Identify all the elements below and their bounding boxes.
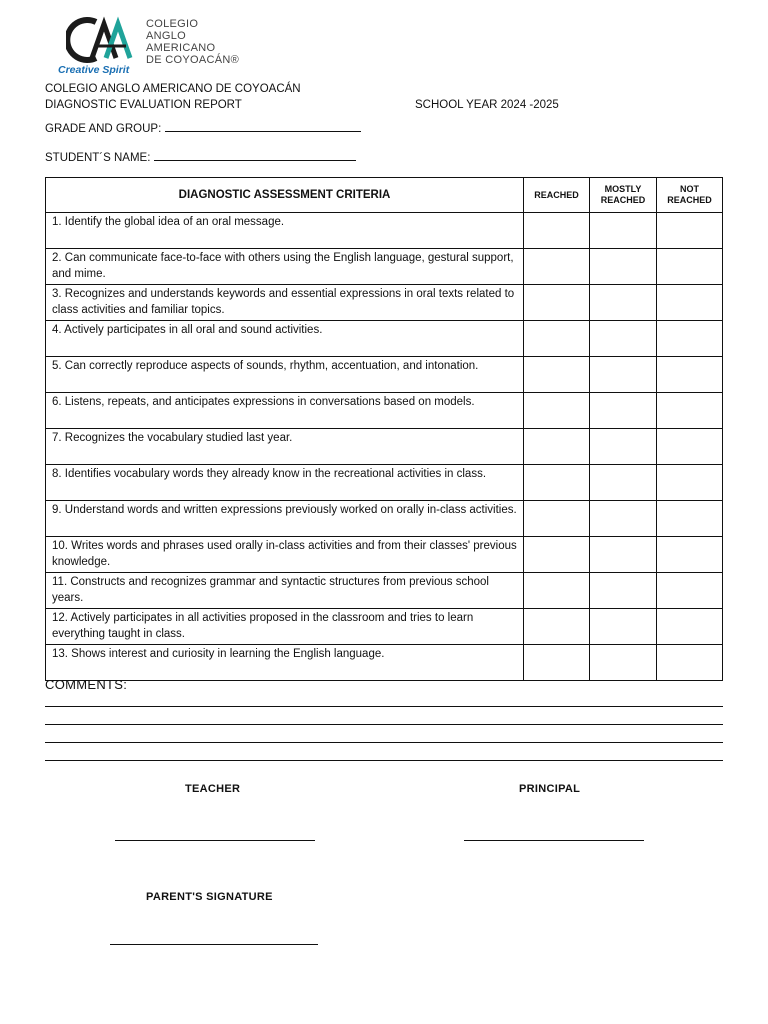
reached-cell[interactable] xyxy=(524,537,590,573)
criterion-text: 13. Shows interest and curiosity in learning the English language. xyxy=(46,645,524,681)
reached-cell[interactable] xyxy=(524,501,590,537)
student-name-label: STUDENT´S NAME: xyxy=(45,152,151,164)
student-name-field[interactable] xyxy=(45,150,356,164)
criterion-text: 1. Identify the global idea of an oral message. xyxy=(46,213,524,249)
reached-cell[interactable] xyxy=(524,573,590,609)
criterion-text: 9. Understand words and written expressions previously worked on orally in-class activities. xyxy=(46,501,524,537)
reached-cell[interactable] xyxy=(524,357,590,393)
criterion-text: 2. Can communicate face-to-face with others using the English language, gestural support, and mime. xyxy=(46,249,524,285)
principal-label: PRINCIPAL xyxy=(519,783,581,795)
parent-signature-line[interactable] xyxy=(110,944,318,945)
comment-line[interactable] xyxy=(45,742,723,743)
mostly-reached-cell[interactable] xyxy=(590,213,657,249)
comments-label: COMMENTS: xyxy=(45,677,128,692)
criterion-text: 8. Identifies vocabulary words they already know in the recreational activities in class. xyxy=(46,465,524,501)
not-reached-cell[interactable] xyxy=(657,465,723,501)
criterion-text: 10. Writes words and phrases used orally in-class activities and from their classes' previous knowledge. xyxy=(46,537,524,573)
reached-cell[interactable] xyxy=(524,213,590,249)
not-reached-cell[interactable] xyxy=(657,321,723,357)
reached-cell[interactable] xyxy=(524,429,590,465)
parent-signature-label: PARENT'S SIGNATURE xyxy=(146,891,273,903)
logo-tagline: Creative Spirit xyxy=(58,64,130,76)
student-name-blank[interactable] xyxy=(154,150,356,161)
reached-cell[interactable] xyxy=(524,609,590,645)
not-reached-cell[interactable] xyxy=(657,537,723,573)
principal-signature-line[interactable] xyxy=(464,840,644,841)
criterion-text: 5. Can correctly reproduce aspects of sounds, rhythm, accentuation, and intonation. xyxy=(46,357,524,393)
mostly-reached-cell[interactable] xyxy=(590,537,657,573)
teacher-signature-line[interactable] xyxy=(115,840,315,841)
mostly-reached-cell[interactable] xyxy=(590,357,657,393)
reached-cell[interactable] xyxy=(524,321,590,357)
comment-line[interactable] xyxy=(45,724,723,725)
table-row xyxy=(46,645,723,681)
school-logo xyxy=(58,14,258,76)
not-reached-cell[interactable] xyxy=(657,573,723,609)
criteria-table xyxy=(45,177,723,681)
mostly-reached-cell[interactable] xyxy=(590,393,657,429)
reached-cell[interactable] xyxy=(524,249,590,285)
reached-cell[interactable] xyxy=(524,465,590,501)
table-row xyxy=(46,393,723,429)
criterion-text: 4. Actively participates in all oral and sound activities. xyxy=(46,321,524,357)
not-reached-cell[interactable] xyxy=(657,393,723,429)
comment-line[interactable] xyxy=(45,706,723,707)
table-row xyxy=(46,429,723,465)
not-reached-cell[interactable] xyxy=(657,249,723,285)
table-row xyxy=(46,285,723,321)
grade-group-blank[interactable] xyxy=(165,121,361,132)
school-name: COLEGIO ANGLO AMERICANO DE COYOACÁN xyxy=(45,83,301,95)
not-reached-cell[interactable] xyxy=(657,501,723,537)
mostly-reached-cell[interactable] xyxy=(590,321,657,357)
criteria-header: DIAGNOSTIC ASSESSMENT CRITERIA xyxy=(46,178,524,213)
table-row xyxy=(46,465,723,501)
school-logo-mark xyxy=(66,14,138,66)
report-title: DIAGNOSTIC EVALUATION REPORT xyxy=(45,99,242,111)
reached-header: REACHED xyxy=(524,178,590,213)
table-row xyxy=(46,573,723,609)
not-reached-cell[interactable] xyxy=(657,609,723,645)
table-header-row xyxy=(46,178,723,213)
grade-group-field[interactable] xyxy=(45,121,361,135)
mostly-reached-cell[interactable] xyxy=(590,645,657,681)
mostly-reached-cell[interactable] xyxy=(590,249,657,285)
table-row xyxy=(46,609,723,645)
logo-name-line: ANGLO xyxy=(146,30,187,42)
grade-group-label: GRADE AND GROUP: xyxy=(45,123,162,135)
criterion-text: 3. Recognizes and understands keywords and essential expressions in oral texts related to class activities and familiar topics. xyxy=(46,285,524,321)
teacher-label: TEACHER xyxy=(185,783,241,795)
school-year: SCHOOL YEAR 2024 -2025 xyxy=(415,99,559,111)
mostly-reached-cell[interactable] xyxy=(590,609,657,645)
criterion-text: 7. Recognizes the vocabulary studied last year. xyxy=(46,429,524,465)
mostly-reached-cell[interactable] xyxy=(590,573,657,609)
not-reached-cell[interactable] xyxy=(657,213,723,249)
reached-cell[interactable] xyxy=(524,285,590,321)
table-row xyxy=(46,249,723,285)
criterion-text: 11. Constructs and recognizes grammar and syntactic structures from previous school years. xyxy=(46,573,524,609)
mostly-reached-cell[interactable] xyxy=(590,465,657,501)
not-reached-header: NOT REACHED xyxy=(657,178,723,213)
table-row xyxy=(46,537,723,573)
not-reached-cell[interactable] xyxy=(657,429,723,465)
reached-cell[interactable] xyxy=(524,645,590,681)
table-row xyxy=(46,321,723,357)
not-reached-cell[interactable] xyxy=(657,357,723,393)
mostly-reached-cell[interactable] xyxy=(590,285,657,321)
mostly-reached-cell[interactable] xyxy=(590,429,657,465)
criterion-text: 6. Listens, repeats, and anticipates expressions in conversations based on models. xyxy=(46,393,524,429)
logo-school-name xyxy=(146,18,239,66)
logo-name-line: DE COYOACÁN® xyxy=(146,54,239,66)
logo-name-line: COLEGIO xyxy=(146,18,199,30)
criterion-text: 12. Actively participates in all activities proposed in the classroom and tries to learn everything taught in class. xyxy=(46,609,524,645)
reached-cell[interactable] xyxy=(524,393,590,429)
logo-name-line: AMERICANO xyxy=(146,42,216,54)
mostly-reached-header: MOSTLY REACHED xyxy=(590,178,657,213)
mostly-reached-cell[interactable] xyxy=(590,501,657,537)
comment-line[interactable] xyxy=(45,760,723,761)
table-row xyxy=(46,357,723,393)
table-row xyxy=(46,501,723,537)
not-reached-cell[interactable] xyxy=(657,285,723,321)
not-reached-cell[interactable] xyxy=(657,645,723,681)
table-row xyxy=(46,213,723,249)
